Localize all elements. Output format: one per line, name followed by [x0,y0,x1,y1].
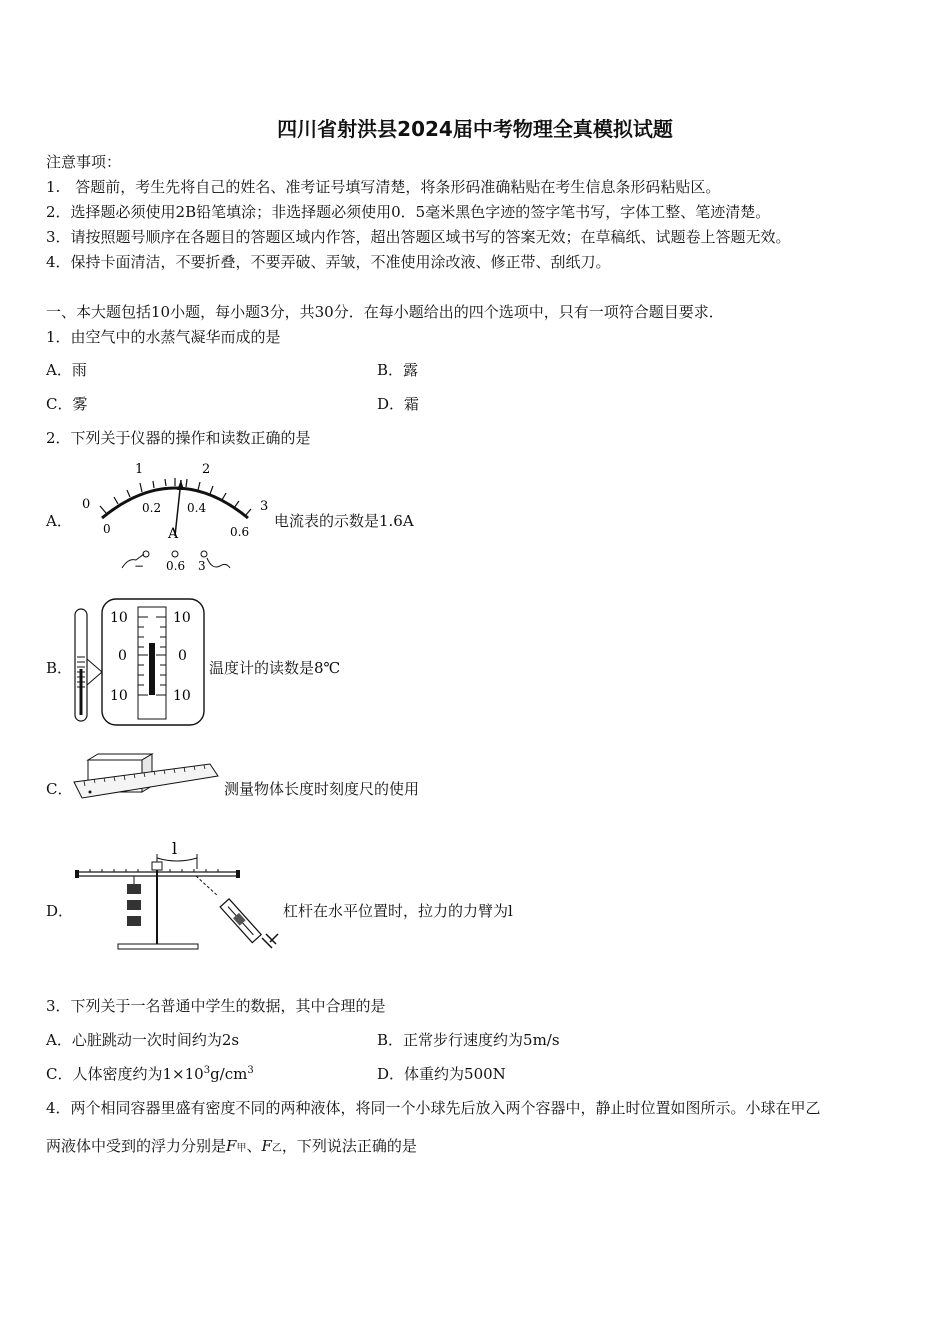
notice-heading: 注意事项： [46,153,122,171]
q4-line-2-pre: 两液体中受到的浮力分别是 [46,1137,227,1155]
q2-option-c-text: 测量物体长度时刻度尺的使用 [224,780,420,798]
lever-end-left [75,870,79,878]
ammeter-figure [70,458,275,576]
q4-separator: 、 [246,1137,262,1155]
q4-force-sub-2: 乙 [271,1143,282,1154]
ammeter-bottom-tick-2: 0.4 [187,501,207,515]
q3-option-c-pre: C．人体密度约为1×10 [46,1065,204,1083]
q1-option-a: A．雨 [46,361,87,379]
ruler-figure [70,752,225,804]
q1-option-b: B．露 [377,361,419,379]
weight-3 [127,916,141,926]
q1-stem: 1．由空气中的水蒸气凝华而成的是 [46,328,281,346]
q4-force-symbol-2: F [261,1137,272,1155]
thermometer-zoom-pointer [87,659,102,685]
q2-label-a: A． [46,512,72,530]
thermometer-right-tick-zero: 0 [178,648,187,664]
thermometer-right-tick-top: 10 [173,610,191,626]
thermometer-zoom-liquid [149,643,155,695]
notice-item-4: 4．保持卡面清洁，不要折叠，不要弄破、弄皱，不准使用涂改液、修正带、刮纸刀。 [46,253,611,271]
weight-1 [127,884,141,894]
thermometer-left-tick-top: 10 [110,610,128,626]
lever-arm-brace [157,858,197,861]
ammeter-top-tick-3: 3 [260,499,269,514]
ammeter-bottom-tick-3: 0.6 [230,525,250,539]
lever-pivot [152,862,162,870]
page-title: 四川省射洪县2024届中考物理全真模拟试题 [277,117,673,141]
q2-option-d-text: 杠杆在水平位置时，拉力的力臂为l [283,902,513,920]
q3-option-c-unit-exponent: 3 [247,1065,254,1076]
notice-item-2: 2．选择题必须使用2B铅笔填涂；非选择题必须使用0．5毫米黑色字迹的签字笔书写，字体工整、笔迹清楚。 [46,203,771,221]
notice-item-1: 1. 答题前，考生先将自己的姓名、准考证号填写清楚，将条形码准确粘贴在考生信息条形码粘贴区。 [46,178,721,196]
thermometer-right-tick-bottom: 10 [173,688,191,704]
ammeter-top-tick-1: 1 [135,462,144,477]
q1-option-d: D．霜 [377,395,420,413]
ammeter-terminal-06-label: 0.6 [166,559,186,573]
ammeter-terminal-minus-label: − [134,559,145,573]
q3-option-a: A．心脏跳动一次时间约为2s [46,1031,240,1049]
thermometer-left-tick-zero: 0 [118,648,127,664]
q4-line-2-post: ，下列说法正确的是 [281,1137,417,1155]
ammeter-scale-arc [102,488,248,518]
q2-label-c: C． [46,780,73,798]
q3-option-c [46,1064,254,1084]
spring-scale [220,899,261,943]
ammeter-terminal-06 [172,551,178,557]
q3-option-c-exponent: 3 [203,1065,211,1076]
q4-force-symbol-1: F [226,1137,237,1155]
thermometer-left-tick-bottom: 10 [110,688,128,704]
ammeter-wire-right [207,558,230,568]
lever-end-right [236,870,240,878]
q1-option-c: C．雾 [46,395,88,413]
lever-figure [72,834,287,956]
lever-arm-label: l [172,839,178,858]
ruler-mark [89,791,92,794]
hand-grip [262,934,278,948]
q2-label-b: B． [46,659,73,677]
q3-stem: 3．下列关于一名普通中学生的数据，其中合理的是 [46,997,386,1015]
ammeter-terminal-3-label: 3 [198,559,206,573]
section-heading: 一、本大题包括10小题，每小题3分，共30分．在每小题给出的四个选项中，只有一项符合题目要求． [46,303,724,321]
q3-option-b: B．正常步行速度约为5m/s [377,1031,560,1049]
pull-line [196,876,218,896]
q4-line-2 [46,1136,417,1159]
ammeter-bottom-tick-1: 0.2 [142,501,162,515]
q2-stem: 2．下列关于仪器的操作和读数正确的是 [46,429,311,447]
ammeter-terminal-3 [201,551,207,557]
q4-line-1: 4．两个相同容器里盛有密度不同的两种液体，将同一个小球先后放入两个容器中，静止时位置如图所示。小球在甲乙 [46,1099,821,1117]
lever-stand-base [118,944,198,949]
q4-force-sub-1: 甲 [236,1143,247,1154]
ammeter-bottom-tick-0: 0 [103,522,111,536]
q2-label-d: D． [46,902,74,920]
thermometer-figure [70,597,210,727]
ammeter-top-tick-0: 0 [82,497,91,512]
q3-option-c-unit: g/cm [210,1065,248,1083]
ammeter-top-tick-2: 2 [202,462,211,477]
q2-option-b-text: 温度计的读数是8℃ [209,659,341,677]
notice-item-3: 3．请按照题号顺序在各题目的答题区域内作答，超出答题区域书写的答案无效；在草稿纸、试题卷上答题无效。 [46,228,791,246]
ammeter-unit: A [168,526,179,542]
weight-2 [127,900,141,910]
block-top [88,754,152,760]
ammeter-needle-tip [177,480,184,490]
q2-option-a-text: 电流表的示数是1.6A [274,512,414,530]
q3-option-d: D．体重约为500N [377,1065,506,1083]
ammeter-scale-ticks [100,478,251,516]
